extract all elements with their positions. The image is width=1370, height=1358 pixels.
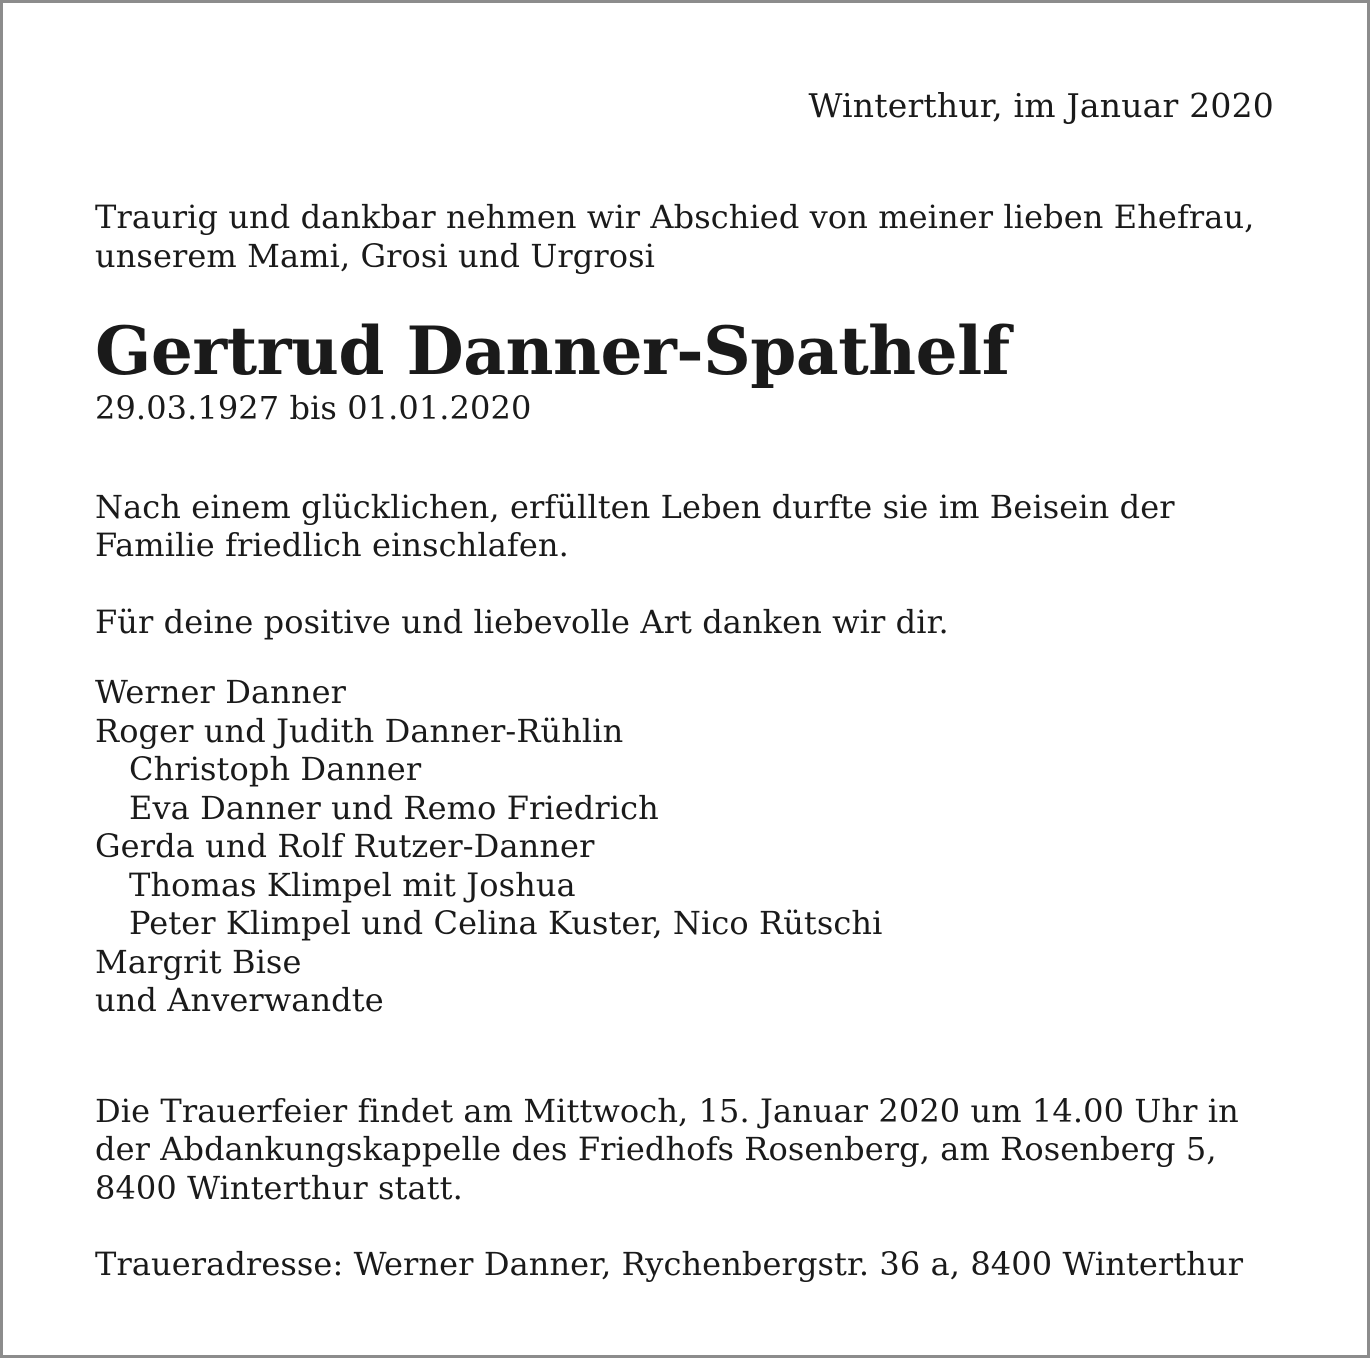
mourner-item: Thomas Klimpel mit Joshua [129, 865, 576, 904]
ceremony-line-1: Die Trauerfeier findet am Mittwoch, 15. Januar 2020 um 14.00 Uhr in [95, 1091, 1239, 1130]
mourner-item: Roger und Judith Danner-Rühlin [95, 711, 624, 750]
mourner-item: Eva Danner und Remo Friedrich [129, 788, 659, 827]
life-dates: 29.03.1927 bis 01.01.2020 [95, 389, 532, 427]
thanks-line: Für deine positive und liebevolle Art danken wir dir. [95, 602, 949, 641]
obituary-content [95, 198, 1315, 1284]
mourning-address: Traueradresse: Werner Danner, Rychenbergstr. 36 a, 8400 Winterthur [95, 1245, 1244, 1283]
mourner-item: Gerda und Rolf Rutzer-Danner [95, 827, 595, 865]
deceased-name: Gertrud Danner-Spathelf [95, 312, 1010, 390]
message-line-1: Nach einem glücklichen, erfüllten Leben durfte sie im Beisein der [95, 487, 1175, 526]
mourner-item: Christoph Danner [129, 750, 422, 788]
mourner-item: und Anverwandte [95, 981, 384, 1019]
intro-line-2: unserem Mami, Grosi und Urgrosi [95, 236, 655, 275]
mourner-item: Peter Klimpel und Celina Kuster, Nico Rütschi [129, 904, 883, 942]
ceremony-line-3: 8400 Winterthur statt. [95, 1168, 463, 1207]
mourners-list [95, 673, 1315, 1020]
place-date: Winterthur, im Januar 2020 [808, 86, 1274, 125]
intro-line-1: Traurig und dankbar nehmen wir Abschied von meiner lieben Ehefrau, [95, 198, 1255, 236]
mourner-item: Werner Danner [95, 673, 347, 711]
mourner-item: Margrit Bise [95, 942, 302, 981]
ceremony-line-2: der Abdankungskappelle des Friedhofs Rosenberg, am Rosenberg 5, [95, 1130, 1217, 1168]
message-line-2: Familie friedlich einschlafen. [95, 526, 569, 564]
